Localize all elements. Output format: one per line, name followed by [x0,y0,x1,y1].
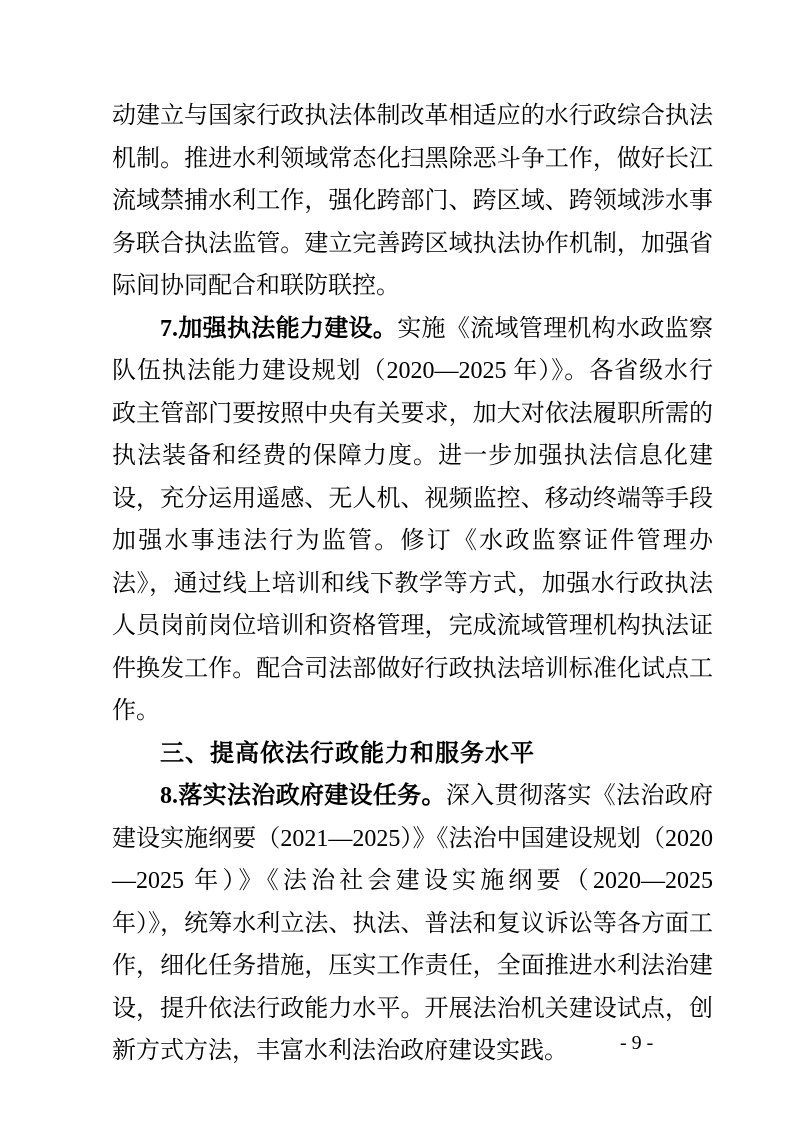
section-3-heading: 三、提高依法行政能力和服务水平 [160,739,535,767]
document-body [112,95,713,1073]
paragraph-item-7 [112,308,713,733]
item-8-lead: 8.落实法治政府建设任务。 [160,783,446,809]
item-8-body: 深入贯彻落实《法治政府建设实施纲要（2021—2025）》《法治中国建设规划（2020—2025 年）》《法治社会建设实施纲要（2020—2025 年）》，统筹水利立法、执法、普法和复议诉讼等各方面工作，细化任务措施，压实工作责任，全面推进水利法治建设，提升依法行政能力水平。开展法治机关建设试点，创新方式方法，丰富水利法治政府建设实践。 [112,783,714,1064]
item-7-body: 实施《流域管理机构水政监察队伍执法能力建设规划（2020—2025 年）》。各省级水行政主管部门要按照中央有关要求，加大对依法履职所需的执法装备和经费的保障力度。进一步加强执法信息化建设，充分运用遥感、无人机、视频监控、移动终端等手段加强水事违法行为监管。修订《水政监察证件管理办法》，通过线上培训和线下教学等方式，加强水行政执法人员岗前岗位培训和资格管理，完成流域管理机构执法证件换发工作。配合司法部做好行政执法培训标准化试点工作。 [112,315,714,724]
page-number: - 9 - [620,1032,654,1054]
paragraph-continuation: 动建立与国家行政执法体制改革相适应的水行政综合执法机制。推进水利领域常态化扫黑除恶斗争工作，做好长江流域禁捕水利工作，强化跨部门、跨区域、跨领域涉水事务联合执法监管。建立完善跨区域执法协作机制，加强省际间协同配合和联防联控。 [112,103,713,299]
paragraph-item-8 [112,775,713,1073]
item-7-lead: 7.加强执法能力建设。 [160,315,398,342]
